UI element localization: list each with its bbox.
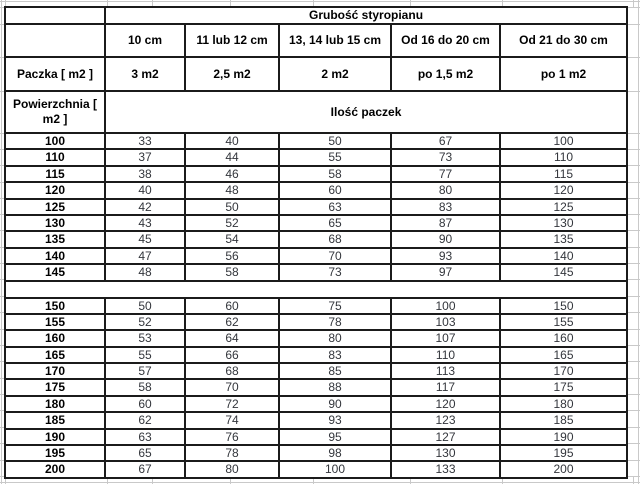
package-count-cell: 130 bbox=[501, 216, 628, 232]
area-cell: 180 bbox=[6, 397, 106, 413]
thickness-col-header: Od 21 do 30 cm bbox=[501, 25, 628, 58]
package-count-cell: 73 bbox=[392, 150, 501, 166]
package-count-cell: 170 bbox=[501, 364, 628, 380]
package-count-cell: 48 bbox=[106, 265, 186, 281]
empty-corner-cell bbox=[6, 25, 106, 58]
package-count-cell: 117 bbox=[392, 380, 501, 396]
area-cell: 100 bbox=[6, 134, 106, 150]
package-count-cell: 67 bbox=[392, 134, 501, 150]
area-cell: 175 bbox=[6, 380, 106, 396]
thickness-title-cell: Grubość styropianu bbox=[106, 8, 628, 25]
package-count-cell: 60 bbox=[280, 183, 392, 199]
table-row bbox=[6, 315, 628, 331]
package-count-cell: 83 bbox=[280, 348, 392, 364]
package-count-cell: 74 bbox=[186, 413, 280, 429]
package-count-cell: 48 bbox=[186, 183, 280, 199]
thickness-col-header: 11 lub 12 cm bbox=[186, 25, 280, 58]
gridline bbox=[633, 0, 634, 7]
package-count-cell: 52 bbox=[106, 315, 186, 331]
package-count-cell: 200 bbox=[501, 462, 628, 478]
thickness-title-row bbox=[6, 8, 628, 25]
package-count-cell: 180 bbox=[501, 397, 628, 413]
package-count-cell: 60 bbox=[186, 299, 280, 315]
separator-group bbox=[6, 282, 628, 299]
package-count-cell: 135 bbox=[501, 232, 628, 248]
package-count-cell: 37 bbox=[106, 150, 186, 166]
package-count-cell: 72 bbox=[186, 397, 280, 413]
package-count-cell: 123 bbox=[392, 413, 501, 429]
gridline bbox=[0, 1, 640, 2]
package-count-cell: 133 bbox=[392, 462, 501, 478]
package-count-cell: 140 bbox=[501, 249, 628, 265]
package-count-cell: 160 bbox=[501, 331, 628, 347]
table-row bbox=[6, 364, 628, 380]
package-count-cell: 50 bbox=[186, 200, 280, 216]
package-count-cell: 66 bbox=[186, 348, 280, 364]
package-count-cell: 80 bbox=[280, 331, 392, 347]
package-count-cell: 195 bbox=[501, 446, 628, 462]
area-cell: 160 bbox=[6, 331, 106, 347]
package-count-cell: 58 bbox=[106, 380, 186, 396]
package-count-cell: 130 bbox=[392, 446, 501, 462]
gridline bbox=[638, 0, 639, 484]
thickness-columns-row bbox=[6, 25, 628, 58]
package-count-cell: 113 bbox=[392, 364, 501, 380]
package-count-cell: 50 bbox=[106, 299, 186, 315]
package-count-cell: 67 bbox=[106, 462, 186, 478]
table-row bbox=[6, 216, 628, 232]
package-count-cell: 95 bbox=[280, 430, 392, 446]
package-count-cell: 33 bbox=[106, 134, 186, 150]
package-count-cell: 115 bbox=[501, 167, 628, 183]
area-cell: 155 bbox=[6, 315, 106, 331]
area-cell: 145 bbox=[6, 265, 106, 281]
package-count-cell: 165 bbox=[501, 348, 628, 364]
package-count-cell: 63 bbox=[106, 430, 186, 446]
package-count-cell: 127 bbox=[392, 430, 501, 446]
package-count-cell: 73 bbox=[280, 265, 392, 281]
thickness-col-header: 10 cm bbox=[106, 25, 186, 58]
package-count-cell: 78 bbox=[186, 446, 280, 462]
package-count-cell: 54 bbox=[186, 232, 280, 248]
package-count-cell: 150 bbox=[501, 299, 628, 315]
area-cell: 195 bbox=[6, 446, 106, 462]
package-count-cell: 100 bbox=[392, 299, 501, 315]
package-count-cell: 185 bbox=[501, 413, 628, 429]
package-count-cell: 75 bbox=[280, 299, 392, 315]
package-count-cell: 110 bbox=[501, 150, 628, 166]
package-count-cell: 46 bbox=[186, 167, 280, 183]
table-row bbox=[6, 200, 628, 216]
area-cell: 135 bbox=[6, 232, 106, 248]
count-title-cell: Ilość paczek bbox=[106, 92, 628, 134]
gridline bbox=[1, 0, 2, 484]
table-row bbox=[6, 299, 628, 315]
package-count-cell: 50 bbox=[280, 134, 392, 150]
package-count-cell: 42 bbox=[106, 200, 186, 216]
package-count-cell: 155 bbox=[501, 315, 628, 331]
area-cell: 185 bbox=[6, 413, 106, 429]
rows-group-150-200 bbox=[6, 299, 628, 479]
package-count-cell: 40 bbox=[106, 183, 186, 199]
package-count-cell: 100 bbox=[501, 134, 628, 150]
package-count-cell: 103 bbox=[392, 315, 501, 331]
package-count-cell: 43 bbox=[106, 216, 186, 232]
table-row bbox=[6, 265, 628, 281]
package-count-cell: 87 bbox=[392, 216, 501, 232]
rows-group-100-145 bbox=[6, 134, 628, 282]
package-count-cell: 90 bbox=[280, 397, 392, 413]
table-row bbox=[6, 397, 628, 413]
package-size-cell: po 1,5 m2 bbox=[392, 58, 501, 92]
package-count-cell: 45 bbox=[106, 232, 186, 248]
gridline bbox=[0, 482, 640, 483]
package-count-cell: 145 bbox=[501, 265, 628, 281]
package-count-cell: 88 bbox=[280, 380, 392, 396]
package-count-cell: 53 bbox=[106, 331, 186, 347]
empty-corner-cell bbox=[6, 8, 106, 25]
table-row bbox=[6, 380, 628, 396]
package-row-label: Paczka [ m2 ] bbox=[6, 58, 106, 92]
package-size-row bbox=[6, 58, 628, 92]
area-cell: 130 bbox=[6, 216, 106, 232]
area-cell: 170 bbox=[6, 364, 106, 380]
area-cell: 200 bbox=[6, 462, 106, 478]
package-count-cell: 52 bbox=[186, 216, 280, 232]
package-size-cell: po 1 m2 bbox=[501, 58, 628, 92]
package-count-cell: 90 bbox=[392, 232, 501, 248]
package-count-cell: 62 bbox=[106, 413, 186, 429]
table-row bbox=[6, 430, 628, 446]
separator-cell bbox=[6, 282, 628, 299]
package-count-cell: 60 bbox=[106, 397, 186, 413]
package-count-cell: 58 bbox=[280, 167, 392, 183]
package-count-cell: 93 bbox=[280, 413, 392, 429]
table-row bbox=[6, 348, 628, 364]
table-row bbox=[6, 462, 628, 478]
table-row bbox=[6, 167, 628, 183]
table-row bbox=[6, 249, 628, 265]
package-count-cell: 80 bbox=[186, 462, 280, 478]
package-size-cell: 2,5 m2 bbox=[186, 58, 280, 92]
package-count-cell: 55 bbox=[280, 150, 392, 166]
package-count-cell: 57 bbox=[106, 364, 186, 380]
package-count-cell: 110 bbox=[392, 348, 501, 364]
package-count-cell: 65 bbox=[280, 216, 392, 232]
table-row bbox=[6, 150, 628, 166]
area-cell: 165 bbox=[6, 348, 106, 364]
area-cell: 125 bbox=[6, 200, 106, 216]
separator-row bbox=[6, 282, 628, 299]
package-count-cell: 77 bbox=[392, 167, 501, 183]
package-count-cell: 58 bbox=[186, 265, 280, 281]
package-count-cell: 80 bbox=[392, 183, 501, 199]
area-cell: 140 bbox=[6, 249, 106, 265]
package-count-cell: 100 bbox=[280, 462, 392, 478]
package-count-cell: 93 bbox=[392, 249, 501, 265]
package-count-cell: 38 bbox=[106, 167, 186, 183]
package-count-cell: 47 bbox=[106, 249, 186, 265]
package-count-cell: 120 bbox=[501, 183, 628, 199]
area-cell: 120 bbox=[6, 183, 106, 199]
package-count-cell: 70 bbox=[186, 380, 280, 396]
package-count-cell: 44 bbox=[186, 150, 280, 166]
package-count-cell: 65 bbox=[106, 446, 186, 462]
package-count-cell: 62 bbox=[186, 315, 280, 331]
table-row bbox=[6, 331, 628, 347]
table-header bbox=[6, 8, 628, 134]
package-count-cell: 63 bbox=[280, 200, 392, 216]
area-cell: 190 bbox=[6, 430, 106, 446]
package-count-cell: 78 bbox=[280, 315, 392, 331]
package-size-cell: 2 m2 bbox=[280, 58, 392, 92]
package-count-cell: 175 bbox=[501, 380, 628, 396]
area-cell: 110 bbox=[6, 150, 106, 166]
table-row bbox=[6, 134, 628, 150]
package-count-cell: 76 bbox=[186, 430, 280, 446]
package-count-cell: 83 bbox=[392, 200, 501, 216]
package-count-cell: 40 bbox=[186, 134, 280, 150]
table-row bbox=[6, 446, 628, 462]
package-count-cell: 55 bbox=[106, 348, 186, 364]
package-count-cell: 97 bbox=[392, 265, 501, 281]
area-cell: 150 bbox=[6, 299, 106, 315]
package-count-cell: 125 bbox=[501, 200, 628, 216]
styrofoam-packages-table bbox=[4, 6, 628, 479]
package-count-cell: 68 bbox=[280, 232, 392, 248]
table-row bbox=[6, 183, 628, 199]
table-row bbox=[6, 232, 628, 248]
package-count-cell: 98 bbox=[280, 446, 392, 462]
package-count-cell: 107 bbox=[392, 331, 501, 347]
thickness-col-header: 13, 14 lub 15 cm bbox=[280, 25, 392, 58]
package-count-cell: 68 bbox=[186, 364, 280, 380]
package-size-cell: 3 m2 bbox=[106, 58, 186, 92]
package-count-cell: 64 bbox=[186, 331, 280, 347]
count-title-row bbox=[6, 92, 628, 134]
table-row bbox=[6, 413, 628, 429]
thickness-col-header: Od 16 do 20 cm bbox=[392, 25, 501, 58]
package-count-cell: 120 bbox=[392, 397, 501, 413]
package-count-cell: 56 bbox=[186, 249, 280, 265]
package-count-cell: 70 bbox=[280, 249, 392, 265]
package-count-cell: 85 bbox=[280, 364, 392, 380]
gridline bbox=[633, 476, 634, 484]
area-column-label: Powierzchnia [ m2 ] bbox=[6, 92, 106, 134]
package-count-cell: 190 bbox=[501, 430, 628, 446]
area-cell: 115 bbox=[6, 167, 106, 183]
